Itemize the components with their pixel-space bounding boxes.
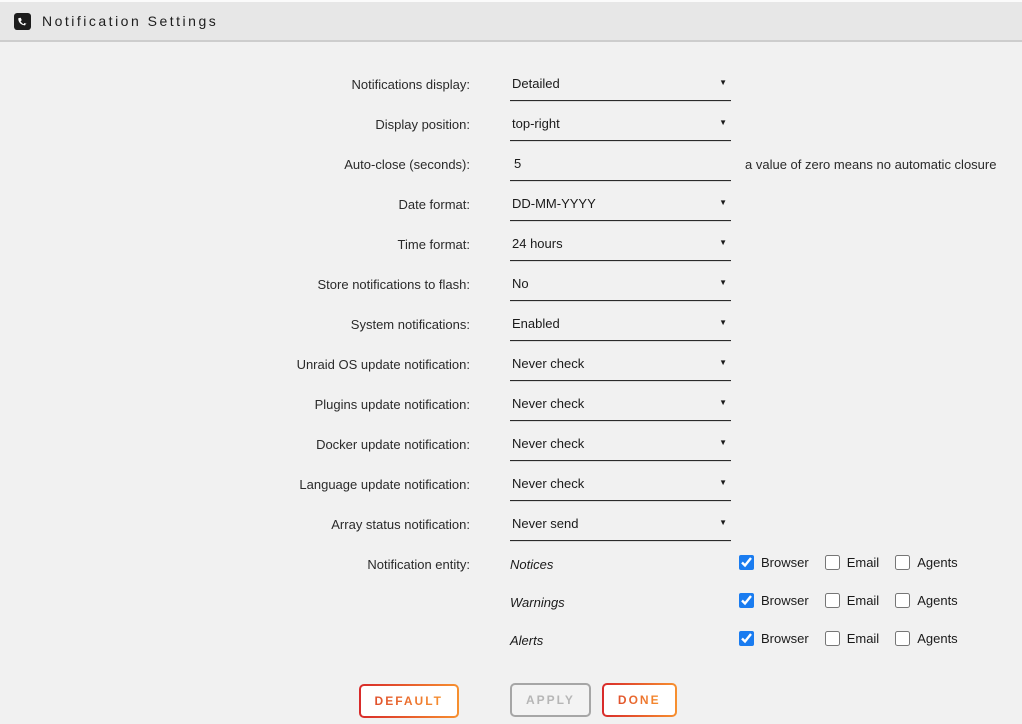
alerts-email-checkbox[interactable] <box>825 631 880 646</box>
store-notifications-label: Store notifications to flash: <box>317 277 470 292</box>
chevron-down-icon: ▼ <box>719 318 727 327</box>
auto-close-note: a value of zero means no automatic closure <box>745 157 997 172</box>
plugins-update-select[interactable] <box>510 395 731 420</box>
row-date-format <box>0 195 1022 235</box>
entity-alerts-name: Alerts <box>510 633 544 648</box>
row-language-update <box>0 475 1022 515</box>
agents-checkbox-label: Agents <box>917 555 958 570</box>
system-notifications-select[interactable] <box>510 315 731 340</box>
warnings-agents-checkbox-input[interactable] <box>895 593 910 608</box>
default-button[interactable]: DEFAULT <box>359 684 459 718</box>
display-position-select[interactable] <box>510 115 731 140</box>
row-time-format <box>0 235 1022 275</box>
plugins-update-label: Plugins update notification: <box>314 397 470 412</box>
warnings-checkbox-set <box>739 593 958 608</box>
page-header <box>0 0 1022 42</box>
warnings-browser-checkbox[interactable] <box>739 593 809 608</box>
notices-browser-checkbox-input[interactable] <box>739 555 754 570</box>
row-unraid-os-update <box>0 355 1022 395</box>
alerts-checkbox-set <box>739 631 958 646</box>
notices-checkbox-set <box>739 555 958 570</box>
row-entity-alerts <box>0 631 1022 669</box>
notification-entity-label: Notification entity: <box>367 557 470 572</box>
language-update-select[interactable] <box>510 475 731 500</box>
warnings-email-checkbox-input[interactable] <box>825 593 840 608</box>
notifications-display-label: Notifications display: <box>351 77 470 92</box>
warnings-browser-checkbox-input[interactable] <box>739 593 754 608</box>
buttons-row <box>0 682 1022 718</box>
chevron-down-icon: ▼ <box>719 478 727 487</box>
chevron-down-icon: ▼ <box>719 438 727 447</box>
chevron-down-icon: ▼ <box>719 518 727 527</box>
agents-checkbox-label: Agents <box>917 631 958 646</box>
row-notifications-display <box>0 75 1022 115</box>
notices-agents-checkbox-input[interactable] <box>895 555 910 570</box>
email-checkbox-label: Email <box>846 555 880 570</box>
docker-update-select[interactable] <box>510 435 731 460</box>
row-array-status <box>0 515 1022 555</box>
empty-label <box>0 593 470 595</box>
done-button[interactable]: DONE <box>602 683 677 717</box>
chevron-down-icon: ▼ <box>719 198 727 207</box>
alerts-agents-checkbox[interactable] <box>895 631 957 646</box>
email-checkbox-label: Email <box>846 593 880 608</box>
warnings-email-checkbox[interactable] <box>825 593 880 608</box>
entity-warnings-name: Warnings <box>510 595 565 610</box>
chevron-down-icon: ▼ <box>719 358 727 367</box>
agents-checkbox-label: Agents <box>917 593 958 608</box>
unraid-os-update-label: Unraid OS update notification: <box>296 357 470 372</box>
store-notifications-select[interactable] <box>510 275 731 300</box>
row-system-notifications <box>0 315 1022 355</box>
row-plugins-update <box>0 395 1022 435</box>
browser-checkbox-label: Browser <box>761 631 809 646</box>
notification-settings-form <box>0 42 1022 718</box>
phone-square-icon <box>14 13 31 30</box>
system-notifications-label: System notifications: <box>350 317 470 332</box>
auto-close-label: Auto-close (seconds): <box>344 157 470 172</box>
alerts-email-checkbox-input[interactable] <box>825 631 840 646</box>
browser-checkbox-label: Browser <box>761 593 809 608</box>
warnings-agents-checkbox[interactable] <box>895 593 957 608</box>
browser-checkbox-label: Browser <box>761 555 809 570</box>
page-title: Notification Settings <box>42 13 219 29</box>
chevron-down-icon: ▼ <box>719 118 727 127</box>
row-docker-update <box>0 435 1022 475</box>
notifications-display-select[interactable] <box>510 75 731 100</box>
notices-agents-checkbox[interactable] <box>895 555 957 570</box>
time-format-select[interactable] <box>510 235 731 260</box>
unraid-os-update-select[interactable] <box>510 355 731 380</box>
empty-label <box>0 631 470 633</box>
apply-button[interactable]: APPLY <box>510 683 591 717</box>
entity-notices-name: Notices <box>510 557 554 572</box>
notices-email-checkbox-input[interactable] <box>825 555 840 570</box>
array-status-select[interactable] <box>510 515 731 540</box>
chevron-down-icon: ▼ <box>719 278 727 287</box>
row-entity-warnings <box>0 593 1022 631</box>
time-format-label: Time format: <box>397 237 470 252</box>
chevron-down-icon: ▼ <box>719 78 727 87</box>
display-position-label: Display position: <box>375 117 470 132</box>
date-format-select[interactable] <box>510 195 731 220</box>
row-auto-close <box>0 155 1022 195</box>
array-status-label: Array status notification: <box>331 517 470 532</box>
row-entity-notices <box>0 555 1022 593</box>
email-checkbox-label: Email <box>846 631 880 646</box>
notices-browser-checkbox[interactable] <box>739 555 809 570</box>
language-update-label: Language update notification: <box>299 477 470 492</box>
row-store-notifications-to-flash <box>0 275 1022 315</box>
auto-close-input[interactable] <box>510 155 731 180</box>
alerts-agents-checkbox-input[interactable] <box>895 631 910 646</box>
date-format-label: Date format: <box>398 197 470 212</box>
chevron-down-icon: ▼ <box>719 238 727 247</box>
chevron-down-icon: ▼ <box>719 398 727 407</box>
row-display-position <box>0 115 1022 155</box>
notices-email-checkbox[interactable] <box>825 555 880 570</box>
docker-update-label: Docker update notification: <box>316 437 470 452</box>
alerts-browser-checkbox-input[interactable] <box>739 631 754 646</box>
alerts-browser-checkbox[interactable] <box>739 631 809 646</box>
